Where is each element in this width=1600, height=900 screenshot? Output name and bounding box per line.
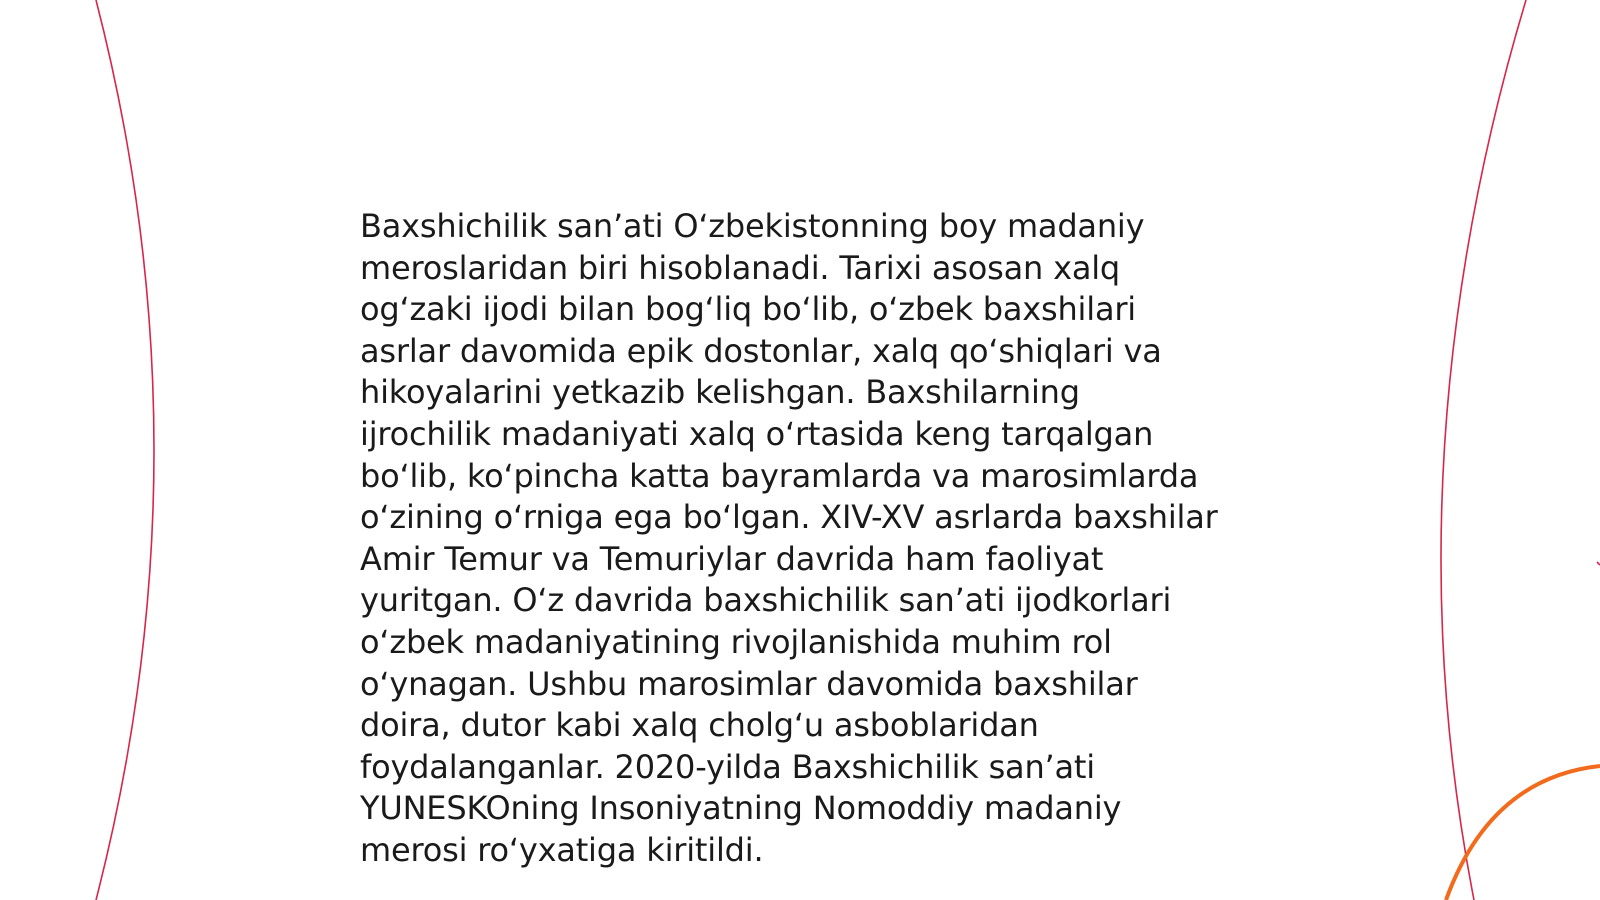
- body-paragraph: Baxshichilik san’ati O‘zbekistonning boy madaniy meroslaridan biri hisoblanadi. Tarixi asosan xalq og‘zaki ijodi bilan bog‘liq bo‘lib, o‘zbek baxshilari asrlar davomida epik dostonlar, xalq qo‘shiqlari va hikoyalarini yetkazib kelishgan. Baxshilarning ijrochilik madaniyati xalq o‘rtasida keng tarqalgan bo‘lib, ko‘pincha katta bayramlarda va marosimlarda o‘zining o‘rniga ega bo‘lgan. XIV-XV asrlarda baxshilar Amir Temur va Temuriylar davrida ham faoliyat yuritgan. O‘z davrida baxshichilik san’ati ijodkorlari o‘zbek madaniyatining rivojlanishida muhim rol o‘ynagan. Ushbu marosimlar davomida baxshilar doira, dutor kabi xalq cholg‘u asboblaridan foydalanganlar. 2020-yilda Baxshichilik san’ati YUNESKOning Insoniyatning Nomoddiy madaniy merosi ro‘yxatiga kiritildi.: [360, 207, 1218, 869]
- right-arc-line: [1441, 0, 1526, 900]
- left-arc-line: [96, 0, 154, 900]
- orange-arc-line: [1446, 766, 1600, 900]
